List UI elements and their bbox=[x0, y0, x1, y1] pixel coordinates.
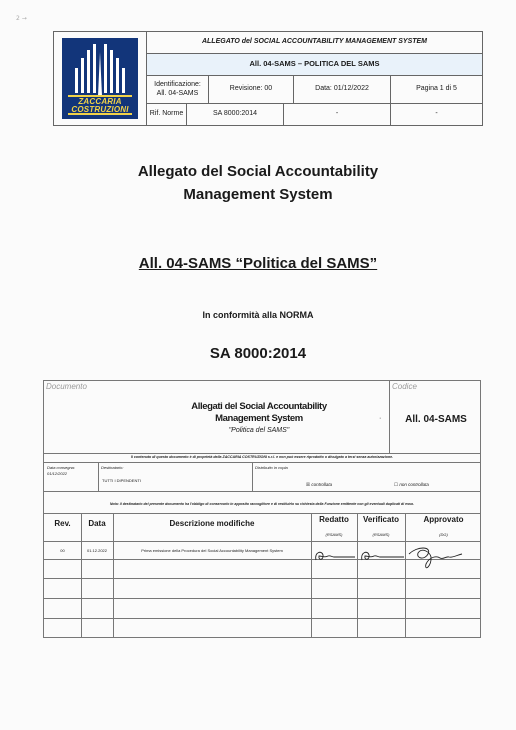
form-doc-title-line1: Allegati del Social Accountability bbox=[191, 401, 327, 412]
controlled-label: controllata bbox=[311, 482, 333, 487]
logo-cell bbox=[54, 32, 147, 125]
role-verified: (RSAMS) bbox=[372, 532, 390, 537]
form-doc-title-line2: Management System bbox=[215, 413, 303, 425]
uncontrolled-copy bbox=[394, 482, 429, 488]
standard-title: SA 8000:2014 bbox=[209, 345, 307, 362]
main-title-line1: Allegato del Social Accountability bbox=[137, 163, 379, 180]
main-title-line2: Management System bbox=[183, 186, 333, 203]
uncontrolled-label: non controllata bbox=[399, 482, 429, 487]
row1-date: 01.12.2022 bbox=[86, 548, 108, 553]
form-dot: · bbox=[379, 415, 382, 422]
recipient-value: TUTTI I DIPENDENTI bbox=[102, 478, 141, 483]
header-row-meta bbox=[147, 76, 482, 104]
controlled-copy bbox=[306, 482, 332, 488]
custody-note: Nota: il destinatario del presente documento ha l'obbligo di conservarlo in apposito raccoglitore e di restituirlo su richiesta della Funzione emittente con gli eventuali duplicati di esso. bbox=[109, 502, 415, 506]
rif-blank-1: - bbox=[284, 104, 391, 125]
ownership-notice: Il contenuto di questo documento è di proprietà della ZACCARIA COSTRUZIONI s.r.l. e non può essere riprodotto o divulgato a terzi senza autorizzazione. bbox=[130, 455, 394, 459]
form-doc-title-line3: "Politica del SAMS" bbox=[228, 426, 290, 434]
documento-label: Documento bbox=[46, 382, 87, 391]
copy-label: Distribuito in copia bbox=[255, 465, 288, 470]
form-code-value: All. 04-SAMS bbox=[405, 414, 467, 425]
revision: Revisione: 00 bbox=[209, 76, 294, 103]
document-title: ALLEGATO del SOCIAL ACCOUNTABILITY MANAGEMENT SYSTEM bbox=[201, 38, 428, 46]
header-row-subtitle bbox=[147, 54, 482, 76]
role-approved: (DG) bbox=[439, 532, 448, 537]
col-date: Data bbox=[88, 519, 106, 528]
conformity-text: In conformità alla NORMA bbox=[202, 310, 314, 320]
document-subtitle: All. 04-SAMS – POLITICA DEL SAMS bbox=[249, 59, 380, 69]
col-drafted: Redatto bbox=[319, 515, 349, 524]
logo-line2: COSTRUZIONI bbox=[71, 105, 129, 114]
rif-label: Rif. Norme bbox=[147, 104, 187, 125]
form-doc-title bbox=[174, 401, 344, 435]
identification: Identificazione: All. 04-SAMS bbox=[147, 76, 209, 103]
codice-label: Codice bbox=[392, 382, 417, 391]
col-verified: Verificato bbox=[362, 515, 399, 524]
header-table bbox=[53, 31, 483, 126]
delivery-date-label: Data consegna: bbox=[47, 465, 76, 470]
row1-rev: 00 bbox=[60, 548, 65, 553]
page-number: Pagina 1 di 5 bbox=[416, 85, 457, 93]
issue-date: Data: 01/12/2022 bbox=[294, 76, 391, 103]
uncontrolled-checkbox-icon: ☐ bbox=[394, 482, 399, 487]
col-description: Descrizione modifiche bbox=[169, 519, 255, 528]
role-drafted: (RSAMS) bbox=[325, 532, 343, 537]
header-row-standard bbox=[147, 104, 482, 125]
document-control-form bbox=[43, 380, 481, 638]
recipient-label: Destinatario: bbox=[101, 465, 124, 470]
row1-description: Prima emissione della Procedura del Social Accountability Management System bbox=[141, 548, 283, 553]
logo-line1: ZACCARIA bbox=[78, 97, 122, 106]
signatures-icon bbox=[312, 542, 482, 574]
col-rev: Rev. bbox=[54, 519, 71, 528]
col-approved: Approvato bbox=[423, 515, 464, 524]
rif-value: SA 8000:2014 bbox=[187, 104, 284, 125]
section-title: All. 04-SAMS “Politica del SAMS” bbox=[138, 255, 378, 272]
delivery-date-value: 01/12/2022 bbox=[47, 471, 68, 476]
header-row-title bbox=[147, 32, 482, 54]
company-logo bbox=[62, 38, 138, 119]
rif-blank-2: - bbox=[435, 110, 438, 118]
scan-mark: 2 → bbox=[16, 15, 27, 22]
controlled-checkbox-icon: ☒ bbox=[306, 482, 311, 487]
